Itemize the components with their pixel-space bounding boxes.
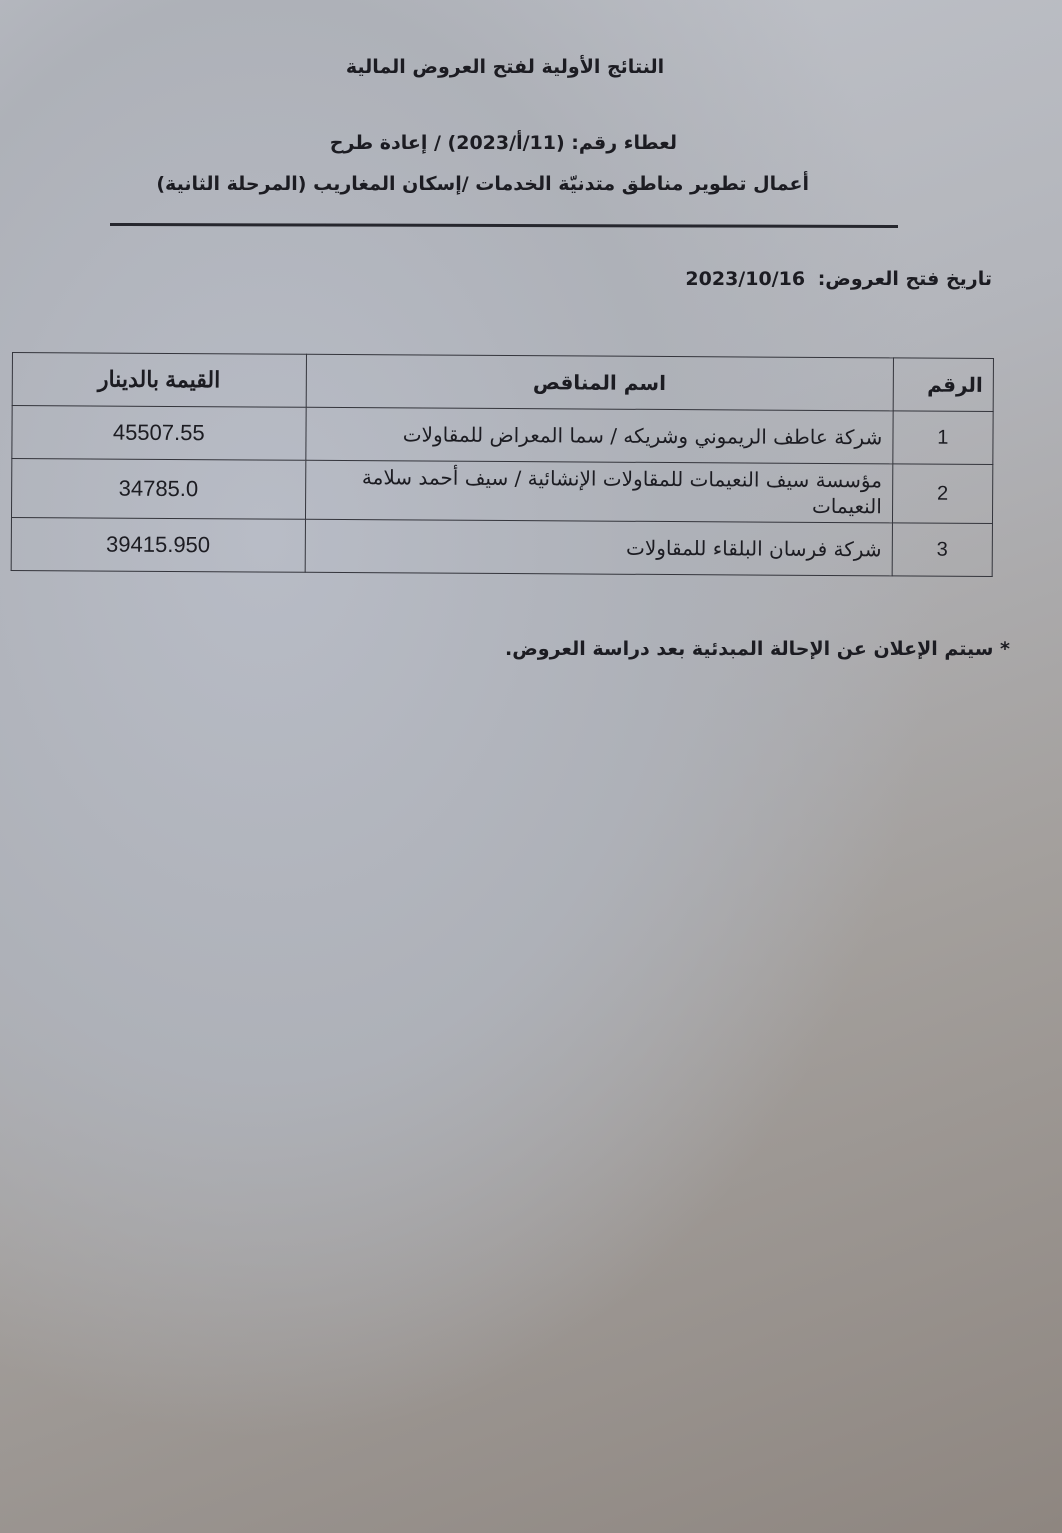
header-bidder: اسم المناقص [306,354,894,411]
row-bidder: شركة عاطف الريموني وشريكه / سما المعراض للمقاولات [305,407,893,464]
row-bidder: شركة فرسان البلقاء للمقاولات [305,519,893,576]
row-value: 45507.55 [12,406,306,461]
opening-date-value: 2023/10/16 [685,268,806,290]
table-header-row [12,353,993,412]
row-value: 34785.0 [11,459,305,520]
header-number: الرقم [893,358,994,412]
opening-date [685,268,992,290]
header-value: القيمة بالدينار [12,353,306,408]
project-name: أعمال تطوير مناطق متدنيّة الخدمات /إسكان المغاريب (المرحلة الثانية) [156,173,809,195]
header-divider [110,223,898,228]
row-number: 3 [892,523,993,577]
results-table [11,352,994,577]
table-row [12,406,993,465]
row-bidder: مؤسسة سيف النعيمات للمقاولات الإنشائية / سيف أحمد سلامة النعيمات [305,460,893,523]
row-value: 39415.950 [11,517,305,572]
footnote: * سيتم الإعلان عن الإحالة المبدئية بعد دراسة العروض. [504,638,1010,660]
tender-number: لعطاء رقم: (11/أ/2023) / إعادة طرح [329,132,677,154]
document-title: النتائج الأولية لفتح العروض المالية [345,56,665,78]
row-number: 2 [892,464,993,524]
table-row [11,517,992,576]
row-number: 1 [893,411,994,465]
opening-date-label: تاريخ فتح العروض: [817,268,992,290]
table-row [11,459,992,524]
